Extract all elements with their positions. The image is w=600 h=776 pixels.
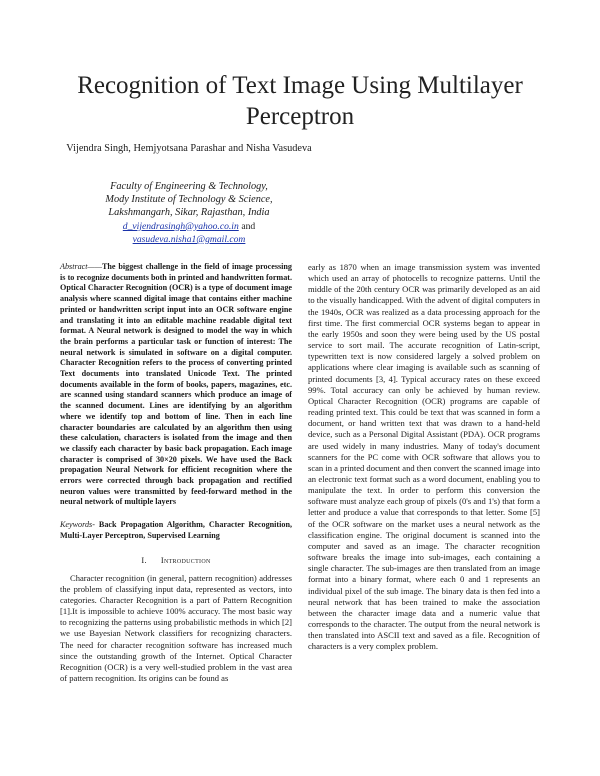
abstract-text: The biggest challenge in the field of image processing is to recognize documents both in printed and handwritten format. Optical Character Recognition (OCR) is a type of document image analysis where scanned digital image that contains either machine printed or handwritten script input into an OCR software engine and translating it into an editable machine readable digital text format. A Neural network is designed to model the way in which the brain performs a particular task or function of interest: The neural network is simulated in software on a digital computer. Character Recognition refers to the process of converting printed Text documents into translated Unicode Text. The printed documents available in the form of books, papers, magazines, etc. are scanned using standard scanners which produce an image of the scanned document. Lines are identifying by an algorithm where we identify top and bottom of line. Then in each line character boundaries are calculated by an algorithm then using these calculation, characters is isolated from the image and then we classify each character by basic back propagation. Each image character is comprised of 30×20 pixels. We have used the Back propagation Neural Network for efficient recognition where the errors were corrected through back propagation and rectified neuron values were transmitted by feed-forward method in the neural network of multiple layers <box>60 262 292 507</box>
paper-title: Recognition of Text Image Using Multilayer Perceptron <box>77 72 523 130</box>
introduction-continued-paragraph: early as 1870 when an image transmission system was invented which used an array of photocells to recognize patterns. Until the middle of the 20th century OCR was primarily developed as an aid to the visually handicapped. With the advent of digital computers in the 1940s, OCR was realized as a data processing approach for the first time. The first commercial OCR systems began to appear in the early 1950s and soon they were being used by the US postal service to sort mail. The accurate recognition of Latin-script, typewritten text is now considered largely a solved problem on applications where clear imaging is available such as scanning of printed documents [3, 4]. Typical accuracy rates on these exceed 99%. Total accuracy can only be achieved by human review. Optical Character Recognition (OCR) programs are capable of reading printed text. This could be text that was scanned in form a document, or hand written text that was drawn to a hand-held device, such as a Personal Digital Assistant (PDA). OCR programs are used widely in many industries. Many of today's document scanners for the PC come with OCR software that allows you to scan in a printed document and then convert the scanned image into an electronic text format such as a word document, enabling you to manipulate the text. In order to perform this conversion the software must analyze each group of pixels (0's and 1's) that form a letter and produce a value that corresponds to that letter. Some [5] of the OCR software on the market uses a neural network as the classification engine. The original document is scanned into the computer and saved as an image. The character recognition software breaks the image into sub-images, each containing a single character. The sub-images are then translated from an image format into a binary format, where each 0 and 1 represents an individual pixel of the sub image. The binary data is then fed into a neural network that has been trained to make the association between the character image data and a numeric value that corresponds to the character. The output from the neural network is then translated into ASCII text and saved as a file. Recognition of characters is a very complex problem. <box>308 262 540 652</box>
right-column <box>308 262 540 652</box>
section-heading <box>60 556 292 565</box>
affiliation-line: Mody Institute of Technology & Science, <box>105 194 273 206</box>
email-link-2[interactable]: vasudeva.nisha1@gmail.com <box>132 233 246 245</box>
keywords-label: Keywords- <box>60 520 95 530</box>
section-title: Introduction <box>160 555 211 565</box>
affiliation-block <box>62 180 316 246</box>
section-number: I. <box>141 555 147 565</box>
affiliation-line: Lakshmangarh, Sikar, Rajasthan, India <box>108 207 270 219</box>
affiliation-line: Faculty of Engineering & Technology, <box>110 181 268 192</box>
left-column <box>60 262 292 684</box>
author-list: Vijendra Singh, Hemjyotsana Parashar and Nisha Vasudeva <box>66 143 312 154</box>
and-connector: and <box>241 220 256 232</box>
abstract <box>60 262 292 508</box>
introduction-paragraph: Character recognition (in general, pattern recognition) addresses the problem of classifying input data, represented as vectors, into categories. Character Recognition is a part of Pattern Recognition [1].It is impossible to achieve 100% accuracy. The most basic way to recognizing the patterns using probabilistic methods in which [2] we use Bayesian Network classifiers for recognizing characters. The need for character recognition software has increased much since the outstanding growth of the Internet. Optical Character Recognition (OCR) is a very well-studied problem in the vast area of pattern recognition. Its origins can be found as <box>60 572 292 683</box>
abstract-label: Abstract—— <box>60 262 102 271</box>
email-row <box>62 220 316 233</box>
email-link-1[interactable]: d_vijendrasingh@yahoo.co.in <box>122 220 239 232</box>
keywords <box>60 520 292 541</box>
keywords-text: Back Propagation Algorithm, Character Recognition, Multi-Layer Perceptron, Supervised Learning <box>60 520 292 540</box>
